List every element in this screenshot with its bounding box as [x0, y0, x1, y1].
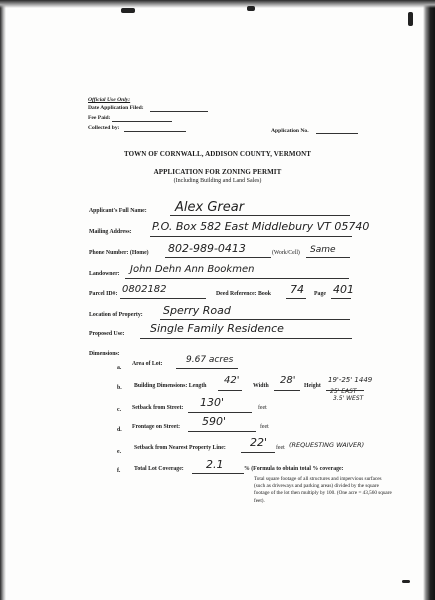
location-line: [160, 319, 350, 320]
dimension-f-marker: f.: [117, 468, 121, 474]
proposed-use-line: [140, 338, 352, 339]
dimension-e-marker: e.: [117, 449, 122, 455]
deed-book-line: [286, 298, 306, 299]
date-filed-line: [150, 111, 208, 112]
phone-home-line: [165, 257, 271, 258]
location-label: Location of Property:: [89, 312, 143, 318]
frontage-unit: feet: [260, 424, 269, 430]
landowner-label: Landowner:: [89, 271, 120, 277]
setback-street-label: Setback from Street:: [132, 405, 184, 411]
collected-by-label: Collected by:: [88, 125, 120, 131]
building-length-line: [218, 390, 242, 391]
building-height-label: Height: [304, 383, 321, 389]
official-use-heading: Official Use Only:: [88, 97, 131, 103]
mailing-address-value: P.O. Box 582 East Middlebury VT 05740: [152, 220, 370, 233]
town-heading: TOWN OF CORNWALL, ADDISON COUNTY, VERMONT: [123, 150, 312, 158]
location-value: Sperry Road: [163, 304, 231, 317]
scan-smudge: [121, 8, 135, 13]
applicant-name-value: Alex Grear: [175, 200, 245, 215]
deed-page-value: 401: [333, 283, 354, 296]
waiver-note: (REQUESTING WAIVER): [289, 441, 365, 449]
phone-work-value: Same: [310, 245, 336, 255]
mailing-address-line: [150, 236, 352, 237]
landowner-line: [125, 278, 349, 279]
scan-smudge: [402, 580, 410, 583]
building-width-value: 28': [280, 375, 296, 386]
lot-coverage-value: 2.1: [206, 458, 224, 471]
parcel-id-label: Parcel ID#:: [89, 291, 118, 297]
mailing-address-label: Mailing Address:: [89, 229, 132, 235]
building-width-line: [274, 390, 300, 391]
applicant-name-label: Applicant's Full Name:: [89, 208, 147, 214]
fee-paid-label: Fee Paid:: [88, 115, 111, 121]
application-no-label: Application No.: [271, 128, 309, 134]
lot-coverage-line: [192, 473, 244, 474]
dimensions-heading: Dimensions:: [89, 351, 120, 357]
lot-coverage-formula: % (Formula to obtain total % coverage:: [244, 466, 344, 472]
proposed-use-value: Single Family Residence: [150, 322, 284, 335]
deed-page-line: [331, 298, 351, 299]
setback-property-label: Setback from Nearest Property Line:: [134, 445, 226, 451]
scan-edge-top: [0, 0, 435, 8]
deed-book-label: Deed Reference: Book: [216, 291, 271, 297]
dimension-c-marker: c.: [117, 407, 122, 413]
parcel-id-value: 0802182: [122, 284, 167, 295]
setback-property-line: [241, 452, 275, 453]
phone-home-value: 802-989-0413: [168, 242, 246, 255]
phone-work-label: (Work/Cell): [272, 250, 300, 256]
area-of-lot-value: 9.67 acres: [186, 355, 234, 365]
lot-coverage-label: Total Lot Coverage:: [134, 466, 184, 472]
building-height-note-east: 25' EAST: [330, 388, 357, 395]
lot-coverage-instructions: Total square footage of all structures and impervious surfaces (such as driveways and parking areas) divided by the square footage of the lot then multiply by 100. (One acre = 43,560 square feet).: [254, 476, 392, 504]
application-no-line: [316, 133, 358, 134]
setback-street-unit: feet: [258, 405, 267, 411]
deed-page-label: Page: [314, 291, 326, 297]
frontage-line: [188, 431, 256, 432]
building-dimensions-label: Building Dimensions: Length: [134, 383, 207, 389]
area-of-lot-label: Area of Lot:: [132, 361, 163, 367]
building-width-label: Width: [253, 383, 269, 389]
date-filed-label: Date Application Filed:: [88, 105, 144, 111]
parcel-id-line: [120, 298, 206, 299]
phone-work-line: [306, 257, 350, 258]
area-of-lot-line: [176, 368, 238, 369]
applicant-name-line: [170, 215, 350, 216]
dimension-b-marker: b.: [117, 385, 122, 391]
building-height-value: 19'-25' 1449: [328, 376, 373, 384]
setback-street-value: 130': [200, 396, 225, 409]
form-subtitle: (Including Building and Land Sales): [173, 178, 262, 184]
scan-smudge: [247, 6, 255, 11]
form-title: APPLICATION FOR ZONING PERMIT: [153, 168, 282, 176]
setback-street-line: [188, 412, 252, 413]
dimension-d-marker: d.: [117, 427, 122, 433]
frontage-label: Frontage on Street:: [132, 424, 181, 430]
dimension-a-marker: a.: [117, 365, 122, 371]
phone-home-label: Phone Number: (Home): [89, 250, 149, 256]
scan-edge-left: [0, 0, 6, 600]
scan-smudge: [408, 12, 413, 26]
collected-by-line: [124, 131, 186, 132]
landowner-value: John Dehn Ann Bookmen: [130, 264, 255, 275]
deed-book-value: 74: [290, 283, 304, 296]
fee-paid-line: [112, 121, 172, 122]
building-height-note-west: 3.5' WEST: [333, 395, 364, 402]
frontage-value: 590': [202, 415, 227, 428]
proposed-use-label: Proposed Use:: [89, 331, 125, 337]
building-length-value: 42': [224, 375, 240, 386]
scan-edge-right: [423, 0, 435, 600]
setback-property-value: 22': [250, 436, 268, 449]
setback-property-unit: feet: [276, 445, 285, 451]
